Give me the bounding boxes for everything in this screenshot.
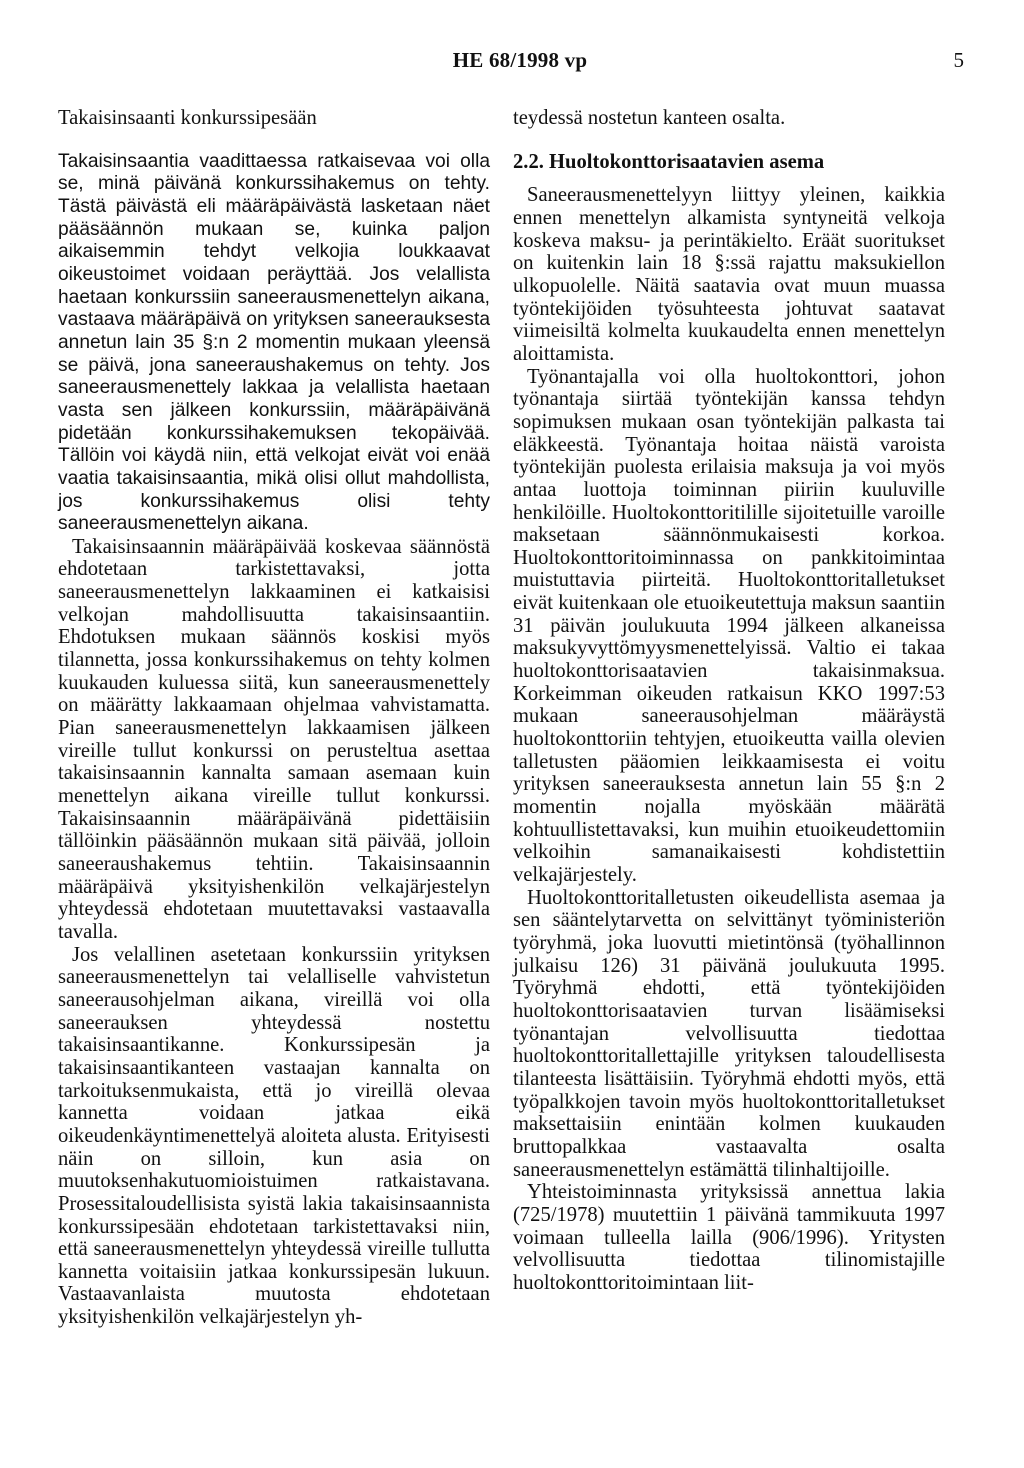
right-column <box>513 107 945 1294</box>
right-continuation-line: teydessä nostetun kanteen osalta. <box>513 107 786 129</box>
left-paragraph-2: Takaisinsaannin määräpäivää koskevaa säännöstä ehdotetaan tarkistettavaksi, jotta saneerausmenettelyn lakkaaminen ei katkaisisi velkojan mahdollisuutta takaisinsaantiin. Ehdotuksen mukaan säännös koskisi myös tilannetta, jossa konkurssihakemus on tehty kolmen kuukauden kuluessa siitä, kun saneerausmenettely on määrätty lakkaamaan ohjelmaa vahvistamatta. Pian saneerausmenettelyn lakkaamisen jälkeen vireille tullut konkurssi on perusteltua asettaa takaisinsaannin kannalta samaan asemaan kuin menettelyn aikana vireille tullut konkurssi. Takaisinsaannin määräpäivänä pidettäisiin tällöinkin pääsäännön mukaan sitä päivää, jolloin saneeraushakemus tehtiin. Takaisinsaannin määräpäivä yksityishenkilön velkajärjestelyn yhteydessä ehdotetaan muutettavaksi vastaavalla tavalla. <box>58 535 490 943</box>
section-heading-huoltokonttorisaatavat: 2.2. Huoltokonttorisaatavien asema <box>513 150 825 173</box>
right-paragraph-4: Yhteistoiminnasta yrityksissä annettua lakia (725/1978) muutettiin 1 päivänä tammikuuta 1997 voimaan tulleella lailla (906/1996). Yritysten velvollisuutta tiedottaa tilinomistajille huoltokonttoritoimintaan liit- <box>513 1181 945 1294</box>
right-paragraph-3: Huoltokonttoritalletusten oikeudellista asemaa ja sen sääntelytarvetta on selvittänyt työministeriön työryhmä, joka luovutti mietintönsä (työhallinnon julkaisu 126) 31 päivänä joulukuuta 1995. Työryhmä ehdotti, että työntekijöiden huoltokonttorisaatavien turvan lisäämiseksi työnantajan velvollisuutta tiedottaa huoltokonttoritallettajille yrityksen taloudellisesta tilanteesta lisättäisiin. Työryhmä ehdotti myös, että työpalkkojen tavoin myös huoltokonttoritalletukset maksettaisiin enintään kolmen kuukauden bruttopalkkaa vastaavalta osalta saneerausmenettelyn estämättä tilinhaltijoille. <box>513 886 945 1181</box>
page-number: 5 <box>953 48 964 72</box>
right-paragraph-1: Saneerausmenettelyyn liittyy yleinen, kaikkia ennen menettelyn alkamista syntyneitä velkoja koskeva maksu- ja perintäkielto. Eräät suoritukset on kuitenkin lain 18 §:ssä rajattu maksukiellon ulkopuolelle. Näitä saatavia ovat muun muassa työntekijöiden työsuhteesta johtuvat saatavat viimeisiltä kolmelta kuukaudelta ennen menettelyn aloittamista. <box>513 184 945 365</box>
right-paragraph-2: Työnantajalla voi olla huoltokonttori, johon työnantaja siirtää työntekijän kanssa tehdyn sopimuksen mukaan osan työntekijän palkasta tai eläkkeestä. Työnantaja hoitaa näistä varoista työntekijän puolesta erilaisia maksuja ja voi myös antaa luottoja toiminnan piiriin kuuluville henkilöille. Huoltokonttoritilille sijoitetuille varoille maksetaan säännönmukaisesti korkoa. Huoltokonttoritoiminnassa on pankkitoimintaa muistuttavia piirteitä. Huoltokonttoritalletukset eivät kuitenkaan ole etuoikeutettuja maksun saantiin 31 päivän joulukuuta 1994 jälkeen alkaneissa maksukyvyttömyysmenettelyissä. Valtio ei takaa huoltokonttorisaatavien takaisinmaksua. Korkeimman oikeuden ratkaisun KKO 1997:53 mukaan saneerausohjelman määräystä huoltokonttoriin tehtyjen, etuoikeutta vailla olevien talletusten pääomien leikkaamisesta ei voitu yrityksen saneerauksesta annetun lain 55 §:n 2 momentin nojalla myöskään määrätä kohtuullistettavaksi, kun muihin etuoikeudettomiin velkoihin samanaikaisesti kohdistettiin velkajärjestely. <box>513 365 945 886</box>
left-column <box>58 107 490 1329</box>
document-id: HE 68/1998 vp <box>452 48 588 72</box>
section-heading-takaisinsaanti: Takaisinsaanti konkurssipesään <box>58 107 317 129</box>
left-paragraph-1: Takaisinsaantia vaadittaessa ratkaisevaa voi olla se, minä päivänä konkurssihakemus on tehty. Tästä päivästä eli määräpäivästä lasketaan näet pääsäännön mukaan se, kuinka paljon aikaisemmin tehdyt velkojia loukkaavat oikeustoimet voidaan peräyttää. Jos velallista haetaan konkurssiin saneerausmenettelyn aikana, vastaava määräpäivä on yrityksen saneerauksesta annetun lain 35 §:n 2 momentin mukaan yleensä se päivä, jona saneeraushakemus on tehty. Jos saneerausmenettely lakkaa ja velallista haetaan vasta sen jälkeen konkurssiin, määräpäivänä pidetään konkurssihakemuksen tekopäivää. Tällöin voi käydä niin, että velkojat eivät voi enää vaatia takaisinsaantia, mikä olisi ollut mahdollista, jos konkurssihakemus olisi tehty saneerausmenettelyn aikana. <box>58 150 490 535</box>
left-paragraph-3: Jos velallinen asetetaan konkurssiin yrityksen saneerausmenettelyn tai velalliselle vahvistetun saneerausohjelman aikana, vireillä voi olla saneerauksen yhteydessä nostettu takaisinsaantikanne. Konkurssipesän ja takaisinsaantikanteen vastaajan kannalta on tarkoituksenmukaista, että jo vireillä olevaa kannetta voidaan jatkaa eikä oikeudenkäyntimenettelyä aloiteta alusta. Erityisesti näin on silloin, kun asia on muutoksenhakutuomioistuimen ratkaistavana. Prosessitaloudellisista syistä lakia takaisinsaannista konkurssipesään ehdotetaan tarkistettavaksi niin, että saneerausmenettelyn yhteydessä vireille tullutta kannetta voitaisiin jatkaa konkurssipesän lukuun. Vastaavanlaista muutosta ehdotetaan yksityishenkilön velkajärjestelyn yh- <box>58 943 490 1329</box>
